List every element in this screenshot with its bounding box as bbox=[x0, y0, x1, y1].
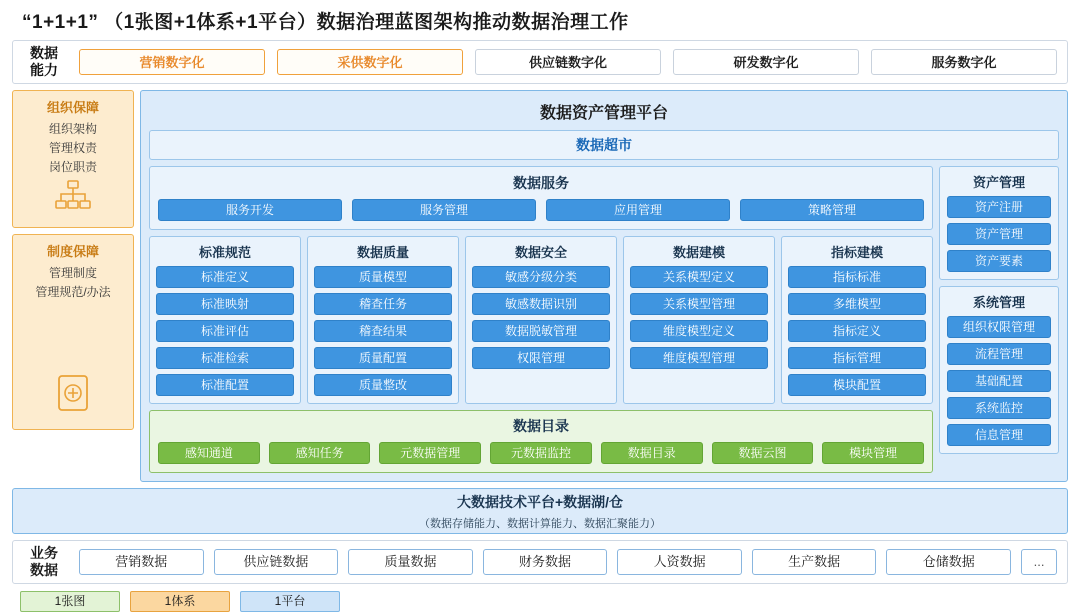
domain-metric-item-3[interactable]: 指标定义 bbox=[788, 320, 926, 342]
capability-chip-supply-chain[interactable]: 供应链数字化 bbox=[475, 49, 661, 75]
data-capability-items bbox=[75, 49, 1067, 75]
domain-modeling-item-3[interactable]: 维度模型定义 bbox=[630, 320, 768, 342]
catalog-item-module-management[interactable]: 模块管理 bbox=[822, 442, 924, 464]
bigdata-platform-band bbox=[12, 488, 1068, 534]
domain-quality-item-1[interactable]: 质量模型 bbox=[314, 266, 452, 288]
business-data-row bbox=[12, 540, 1068, 584]
domain-modeling-item-2[interactable]: 关系模型管理 bbox=[630, 293, 768, 315]
capability-chip-marketing[interactable]: 营销数字化 bbox=[79, 49, 265, 75]
domain-metric-item-2[interactable]: 多维模型 bbox=[788, 293, 926, 315]
business-data-label-line2: 数据 bbox=[30, 562, 58, 578]
domain-security-item-4[interactable]: 权限管理 bbox=[472, 347, 610, 369]
data-capability-label bbox=[13, 45, 75, 79]
data-supermarket-bar[interactable]: 数据超市 bbox=[149, 130, 1059, 160]
institution-guarantee-line-2: 管理规范/办法 bbox=[35, 285, 111, 299]
business-chip-finance[interactable]: 财务数据 bbox=[483, 549, 608, 575]
system-management-item-3[interactable]: 基础配置 bbox=[947, 370, 1051, 392]
domain-metric-item-5[interactable]: 模块配置 bbox=[788, 374, 926, 396]
system-management-title: 系统管理 bbox=[972, 295, 1025, 310]
domain-standard-item-3[interactable]: 标准评估 bbox=[156, 320, 294, 342]
domain-quality bbox=[307, 236, 459, 404]
capability-chip-service[interactable]: 服务数字化 bbox=[871, 49, 1057, 75]
business-chip-quality[interactable]: 质量数据 bbox=[348, 549, 473, 575]
service-item-application[interactable]: 应用管理 bbox=[546, 199, 730, 221]
bigdata-platform-title: 大数据技术平台+数据湖/仓 bbox=[456, 493, 624, 510]
service-item-development[interactable]: 服务开发 bbox=[158, 199, 342, 221]
institution-guarantee-title: 制度保障 bbox=[46, 244, 99, 259]
domain-modeling-item-4[interactable]: 维度模型管理 bbox=[630, 347, 768, 369]
asset-management-item-3[interactable]: 资产要素 bbox=[947, 250, 1051, 272]
domain-quality-item-5[interactable]: 质量整改 bbox=[314, 374, 452, 396]
institution-guarantee-line-1: 管理制度 bbox=[48, 266, 97, 280]
domain-modeling-title: 数据建模 bbox=[672, 245, 725, 260]
middle-area bbox=[12, 90, 1068, 482]
platform-main-column bbox=[149, 166, 933, 473]
business-chip-supply-chain[interactable]: 供应链数据 bbox=[214, 549, 339, 575]
domain-metric bbox=[781, 236, 933, 404]
platform-body bbox=[149, 166, 1059, 473]
legend bbox=[12, 591, 1068, 612]
domain-metric-item-4[interactable]: 指标管理 bbox=[788, 347, 926, 369]
business-chip-production[interactable]: 生产数据 bbox=[752, 549, 877, 575]
data-catalog-title: 数据目录 bbox=[513, 418, 569, 434]
data-service-title: 数据服务 bbox=[513, 175, 569, 191]
org-guarantee-line-2: 管理权责 bbox=[48, 141, 97, 155]
domain-columns bbox=[149, 236, 933, 404]
domain-quality-item-3[interactable]: 稽查结果 bbox=[314, 320, 452, 342]
institution-guarantee-card bbox=[12, 234, 134, 430]
data-asset-platform bbox=[140, 90, 1068, 482]
page-title: “1+1+1” （1张图+1体系+1平台）数据治理蓝图架构推动数据治理工作 bbox=[22, 11, 629, 33]
system-management-block bbox=[939, 286, 1059, 454]
catalog-item-metadata-management[interactable]: 元数据管理 bbox=[379, 442, 481, 464]
domain-standard-item-4[interactable]: 标准检索 bbox=[156, 347, 294, 369]
system-management-item-1[interactable]: 组织权限管理 bbox=[947, 316, 1051, 338]
data-capability-label-line2: 能力 bbox=[30, 62, 58, 78]
service-item-management[interactable]: 服务管理 bbox=[352, 199, 536, 221]
business-chip-warehouse[interactable]: 仓储数据 bbox=[886, 549, 1011, 575]
asset-management-item-2[interactable]: 资产管理 bbox=[947, 223, 1051, 245]
business-data-label-line1: 业务 bbox=[30, 545, 58, 561]
domain-modeling-item-1[interactable]: 关系模型定义 bbox=[630, 266, 768, 288]
domain-standard-item-1[interactable]: 标准定义 bbox=[156, 266, 294, 288]
business-chip-hr[interactable]: 人资数据 bbox=[617, 549, 742, 575]
legend-item-one-map: 1张图 bbox=[20, 591, 120, 612]
domain-standard bbox=[149, 236, 301, 404]
org-chart-icon bbox=[55, 180, 91, 215]
data-service-block bbox=[149, 166, 933, 230]
data-capability-row bbox=[12, 40, 1068, 84]
domain-standard-title: 标准规范 bbox=[198, 245, 251, 260]
capability-chip-procurement[interactable]: 采供数字化 bbox=[277, 49, 463, 75]
catalog-item-sense-task[interactable]: 感知任务 bbox=[269, 442, 371, 464]
org-guarantee-line-3: 岗位职责 bbox=[48, 160, 97, 174]
platform-management-column bbox=[939, 166, 1059, 473]
domain-standard-item-5[interactable]: 标准配置 bbox=[156, 374, 294, 396]
business-chip-more[interactable]: ... bbox=[1021, 549, 1057, 575]
business-data-items bbox=[75, 549, 1067, 575]
domain-metric-title: 指标建模 bbox=[830, 245, 883, 260]
data-capability-label-line1: 数据 bbox=[30, 45, 58, 61]
catalog-item-sense-channel[interactable]: 感知通道 bbox=[158, 442, 260, 464]
data-catalog-items bbox=[158, 442, 924, 464]
business-chip-marketing[interactable]: 营销数据 bbox=[79, 549, 204, 575]
domain-quality-title: 数据质量 bbox=[356, 245, 409, 260]
business-data-label bbox=[13, 545, 75, 579]
org-guarantee-line-1: 组织架构 bbox=[48, 122, 97, 136]
domain-security-title: 数据安全 bbox=[514, 245, 567, 260]
system-management-item-2[interactable]: 流程管理 bbox=[947, 343, 1051, 365]
org-guarantee-card bbox=[12, 90, 134, 228]
domain-quality-item-4[interactable]: 质量配置 bbox=[314, 347, 452, 369]
platform-title: 数据资产管理平台 bbox=[539, 105, 668, 122]
legend-item-one-system: 1体系 bbox=[130, 591, 230, 612]
domain-quality-item-2[interactable]: 稽查任务 bbox=[314, 293, 452, 315]
domain-security-item-2[interactable]: 敏感数据识别 bbox=[472, 293, 610, 315]
capability-chip-rnd[interactable]: 研发数字化 bbox=[673, 49, 859, 75]
domain-security-item-3[interactable]: 数据脱敏管理 bbox=[472, 320, 610, 342]
domain-standard-item-2[interactable]: 标准映射 bbox=[156, 293, 294, 315]
org-guarantee-title: 组织保障 bbox=[46, 100, 99, 115]
asset-management-block bbox=[939, 166, 1059, 280]
catalog-item-data-catalog[interactable]: 数据目录 bbox=[601, 442, 703, 464]
asset-management-title: 资产管理 bbox=[972, 175, 1025, 190]
data-service-items bbox=[158, 199, 924, 221]
system-management-item-4[interactable]: 系统监控 bbox=[947, 397, 1051, 419]
asset-management-item-1[interactable]: 资产注册 bbox=[947, 196, 1051, 218]
document-shield-icon bbox=[56, 374, 90, 417]
data-catalog-block bbox=[149, 410, 933, 473]
domain-security-item-1[interactable]: 敏感分级分类 bbox=[472, 266, 610, 288]
catalog-item-data-cloud-map[interactable]: 数据云图 bbox=[712, 442, 814, 464]
bigdata-platform-subtitle: （数据存储能力、数据计算能力、数据汇聚能力） bbox=[419, 517, 661, 530]
service-item-policy[interactable]: 策略管理 bbox=[740, 199, 924, 221]
system-management-item-5[interactable]: 信息管理 bbox=[947, 424, 1051, 446]
legend-item-one-platform: 1平台 bbox=[240, 591, 340, 612]
domain-modeling bbox=[623, 236, 775, 404]
catalog-item-metadata-monitoring[interactable]: 元数据监控 bbox=[490, 442, 592, 464]
domain-metric-item-1[interactable]: 指标标准 bbox=[788, 266, 926, 288]
guarantee-column bbox=[12, 90, 134, 482]
domain-security bbox=[465, 236, 617, 404]
